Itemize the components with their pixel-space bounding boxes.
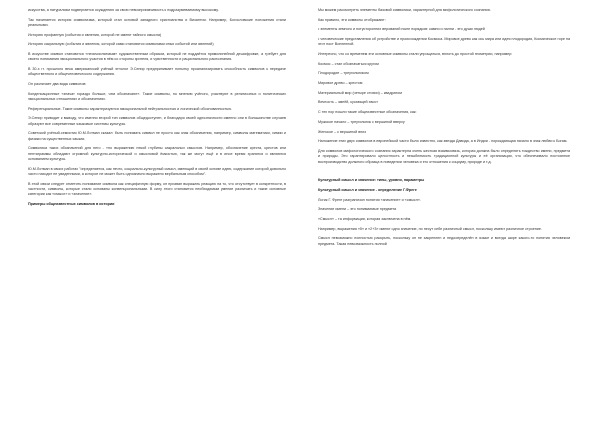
paragraph: искусства, а натурализм подвергается осуждению за свою невосприимчивость к подразумеваемому высокому.	[28, 8, 219, 12]
paragraph: Для символов мифологического сознания характерна очень жесткая взаимосвязь, которая должна было определять тождество имени, предмета и природы. Это гарантировало целостность и незыблемость традиционной культуры и её организации, что обеспечивало постоянное воспроизводство должного образца в поведении человека и его отношения к социуму, природе и т.д.	[318, 148, 570, 164]
paragraph: Э.Сепир приводит к выводу, что именно второй тип символов общедоступен, и благодаря своей однозначности именно они в большинстве случаев образуют все современные языковые системы культуры.	[28, 116, 286, 126]
section-heading: Культурный смысл и значение: типы, уровни, параметры	[318, 178, 425, 183]
spacer	[318, 169, 570, 178]
paragraph: Мужское начало – треугольник с вершиной вверху	[318, 119, 405, 124]
paragraph: Так начинается история символизма, который стал основой западного христианства и Византии. Например, Богословские положения стали реальными.	[28, 17, 286, 27]
paragraph: Например, выражения «5» и «2+3» имеют одно значение, но несут себе различный смысл, поскольку имеют различное строение.	[318, 226, 542, 231]
paragraph: В 30-х гг. прошлого века американский учёный этнолог Э.Сепир предпринимает попытку проанализировать способность символов к передаче общественного и общечеловеческого содержания.	[28, 67, 286, 77]
paragraph: Наложение этих двух символов в европейской части было известно, как звезда Давида, а в Индии - порождающая начало в знак любви к Богам.	[318, 139, 568, 144]
paragraph: Советский учёный-семиотик Ю.М.Лотман сказал: быть понимать символ не просто как знак обозначения, например, символы математики, химии и физики на существенных языках.	[28, 131, 286, 141]
paragraph: Он различает два вида символов:	[28, 82, 87, 87]
section-heading: Культурный смысл и значение - определение Г.Фреге	[318, 187, 417, 192]
paragraph: Как правило, эти символы отображают:	[318, 17, 386, 22]
paragraph: Космос – стал обозначаться кругом	[318, 61, 379, 66]
list-item: • человеческие представления об устройстве и происхождении Космоса. Мировое древо как ось мира или идея плодородия, Космическое горе на этот пост Вселенной.	[318, 37, 570, 47]
paragraph: Конденсационные «значат гораздо больше, чем обозначают». Такие символы, по мнению учёного, участвуют в религиозных и политических эмоциональных отношениях и обозначениях.	[28, 91, 286, 101]
paragraph: Женское – с вершиной вниз	[318, 129, 366, 134]
paragraph: «Смысл» – та информация, которая заключена в нём.	[318, 216, 412, 221]
paragraph: Мировое древо – крестом	[318, 81, 363, 86]
paragraph: Историю профанную (события и явления, которой не имеют тайного смысла)	[28, 32, 162, 37]
section-heading: Примеры общеизвестных символов в истории	[28, 201, 115, 206]
paragraph: В этой связи следует отметить понимание символа как специфичную форму, он призван выражать реакцию на то, что отсутствует в конкретности, в частности, символы, которые стали основаны конвенциональными. В силу этого становится необходимым умение различать и такие основные категории как «смысл» и «значение».	[28, 181, 286, 197]
right-text-column	[318, 8, 570, 251]
paragraph: Значение имени – это понимаемые предмета	[318, 207, 397, 212]
paragraph: Ю.М.Лотман в своих работах "определяется, как нечто, социально-культурный смысл, имеющий в своей основе идею, содержание которой довольно часто находят не увиденными, а которое не может быть однозначно выражено вербальным способом".	[28, 166, 286, 176]
paragraph: В искусстве символ становится «неисчисляемым» художественным образом, который не поддаётся прямолинейной дешифровке, а требует для своего понимания эмоционального участия в нём со стороны зрителя, и чувственности и рационального распознания.	[28, 52, 286, 62]
paragraph: Вечность – змеёй, кусающей хвост	[318, 100, 378, 105]
paragraph: Интересно, что со временем эти основные символы стали упрощаться, вплоть до простой геометрии, например:	[318, 52, 513, 57]
paragraph: С тех пор пошли такие общеизвестные обозначения, как:	[318, 110, 417, 115]
paragraph: Плодородие – треугольником	[318, 71, 369, 76]
paragraph: Референциальные. Такие символы характеризуются эмоциональной нейтральностью и логической обоснованностью.	[28, 106, 232, 111]
paragraph: Мы можем рассмотреть элементы базовой символики, характерной для мифологического сознания.	[318, 8, 491, 12]
paragraph: Символика таких обозначений для него - «по выражению некой глубины сакральных смыслов. Например, обозначение креста, крестов или пентаграммы обладают огромной культурно-исторической и смысловой ёмкостью, так же могут ещё и в иное время хранятся и являются основанием культуры.	[28, 146, 286, 161]
paragraph: Материальный мир (четыре стихии) – квадратом	[318, 90, 402, 95]
left-text-column	[28, 8, 286, 212]
paragraph: Смысл невозможно полностью раскрыть, поскольку он не закреплен и недоопределён в языке и всегда шире какого-то понятия человеком предмета. Такая невозможность полной	[318, 236, 570, 246]
paragraph: Историю сакральную (события и явления, которой сами становятся символами иных событий или явлений)	[28, 42, 214, 47]
paragraph: Логик Г. Фреге разграничил понятия «значение» и «смысл».	[318, 197, 421, 202]
list-item: • элементы земного и потусторонних верований ныне порядков: камни и пални - это души людей	[318, 27, 485, 32]
